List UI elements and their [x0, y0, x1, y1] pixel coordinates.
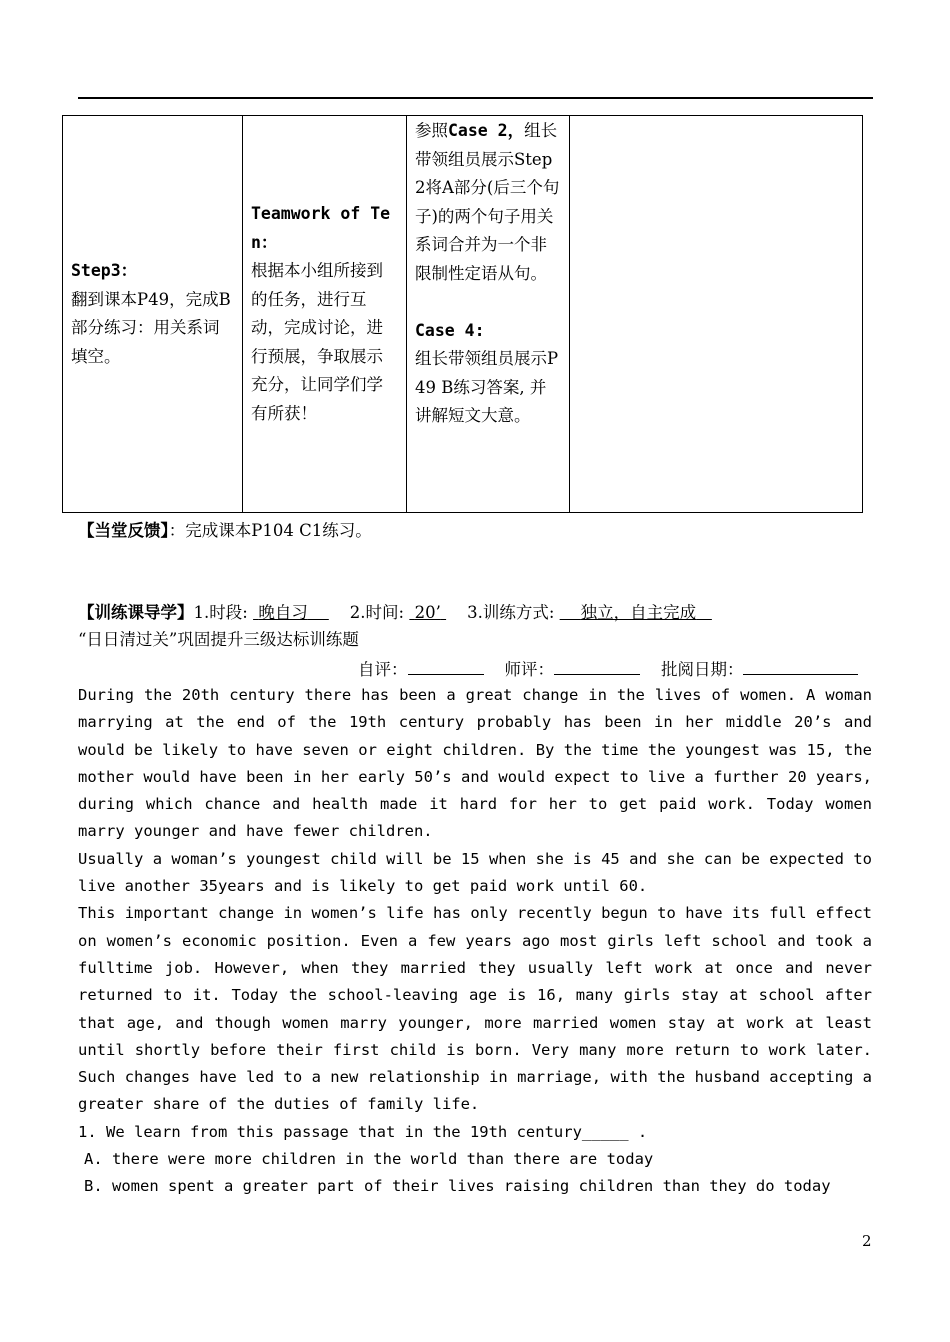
self-eval-blank[interactable] — [408, 656, 484, 675]
teamwork-cell — [243, 116, 407, 513]
option-b: B. women spent a greater part of their lives raising children than they do today — [84, 1177, 831, 1196]
method-label: 3.训练方式: — [467, 603, 555, 622]
case2-label: Case 2， — [448, 121, 525, 140]
period-value: 晚自习 — [258, 603, 308, 622]
classroom-feedback — [78, 519, 372, 543]
passage-paragraph-3: This important change in women’s life has only recently begun to have its full effect on women’s economic position. Even a few years ago most girls left school and took a fulltime job. However, when they married they usually left work at once and never returned to it. Today the school-leaving age is 16, many girls stay at school after that age, and though women marry younger, more married women stay at work at least until shortly before their first child is born. Very many more return to work later. Such changes have led to a new relationship in marriage, with the husband accepting a greater share of the duties of family life. — [78, 904, 872, 1114]
reading-passage — [78, 682, 872, 1201]
page-number: 2 — [862, 1232, 872, 1250]
option-a: A. there were more children in the world than there are today — [84, 1150, 654, 1169]
evaluation-line — [358, 656, 858, 682]
case2-prefix: 参照 — [415, 121, 448, 140]
feedback-text: ：完成课本P104 C1练习。 — [168, 521, 372, 540]
training-guide — [78, 601, 712, 625]
header-rule — [78, 97, 873, 99]
exercise-subtitle: “日日清过关”巩固提升三级达标训练题 — [78, 630, 359, 649]
passage-paragraph-2: Usually a woman’s youngest child will be 15 when she is 45 and she can be expected to live another 35years and is likely to get paid work until 60. — [78, 849, 872, 896]
training-label: 【训练课导学】 — [78, 603, 194, 622]
teacher-eval-label: 师评： — [504, 660, 554, 679]
step-title: Step3： — [71, 261, 138, 280]
step-text: 翻到课本P49，完成B部分练习：用关系词填空。 — [71, 289, 231, 366]
date-blank[interactable] — [743, 656, 858, 675]
teamwork-text: 根据本小组所接到的任务，进行互动，完成讨论，进行预展，争取展示充分，让同学们学有所获！ — [251, 261, 383, 423]
step-cell — [63, 116, 243, 513]
self-eval-label: 自评： — [358, 660, 408, 679]
case2-block — [415, 117, 561, 288]
question-1: 1. We learn from this passage that in the 19th century_____ . — [78, 1122, 648, 1141]
feedback-label: 【当堂反馈】 — [78, 521, 169, 540]
notes-cell — [570, 116, 863, 513]
lesson-steps-table — [62, 115, 863, 513]
teacher-eval-blank[interactable] — [554, 656, 640, 675]
date-label: 批阅日期： — [660, 660, 744, 679]
table-row — [63, 116, 863, 513]
cases-cell — [407, 116, 570, 513]
case2-text: 组长带领组员展示Step2将A部分(后三个句子)的两个句子用关系词合并为一个非限制性定语从句。 — [415, 121, 560, 283]
time-label: 2.时间: — [349, 603, 405, 622]
method-value: 独立，自主完成 — [580, 603, 697, 622]
passage-paragraph-1: During the 20th century there has been a great change in the lives of women. A woman marrying at the end of the 19th century probably has been in her middle 20’s and would be likely to have seven or eight children. By the time the youngest was 15, the mother would have been in her early 50’s and would expect to live a further 20 years, during which chance and health made it hard for her to get paid work. Today women marry younger and have fewer children. — [78, 686, 872, 841]
spacer — [415, 288, 561, 317]
case4-label: Case 4: — [415, 320, 485, 340]
teamwork-title: Teamwork of Ten： — [251, 204, 391, 252]
time-value: 20’ — [414, 603, 441, 622]
case4-text: 组长带领组员展示P49 B练习答案, 并讲解短文大意。 — [415, 349, 559, 425]
period-label: 1.时段: — [193, 603, 248, 622]
